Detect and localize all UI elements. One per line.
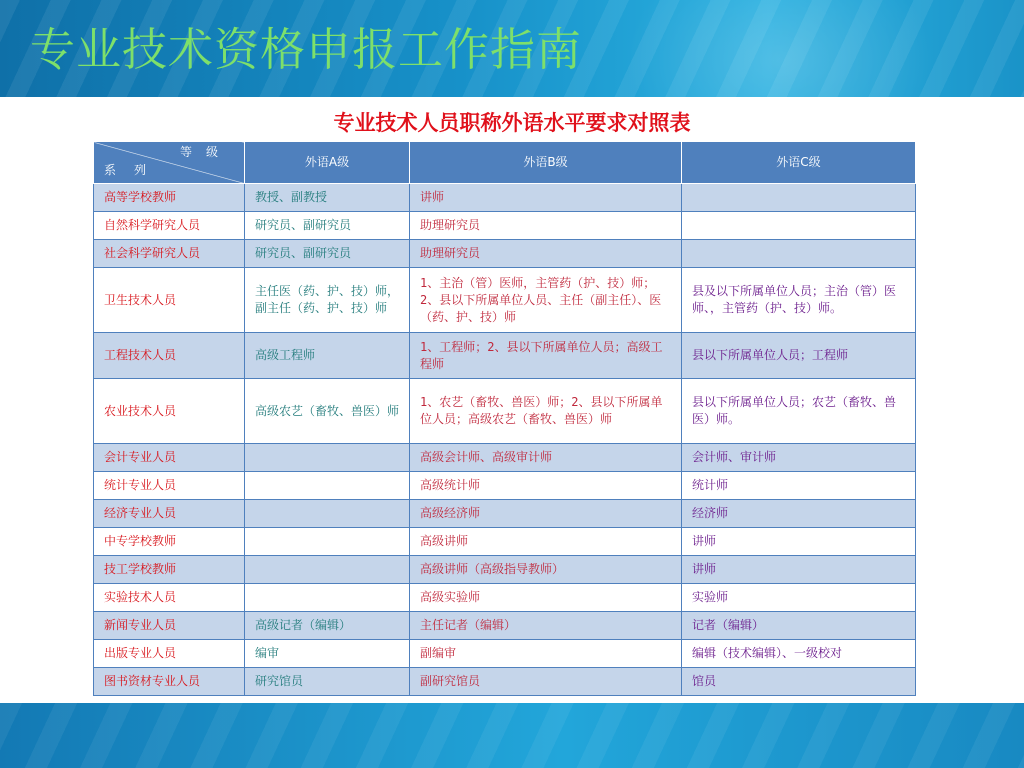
grade-b-cell: 1、主治（管）医师，主管药（护、技）师；2、县以下所属单位人员、主任（副主任）、医（药、护、技）师 bbox=[410, 268, 682, 333]
grade-a-cell: 高级农艺（畜牧、兽医）师 bbox=[245, 379, 410, 444]
grade-a-cell bbox=[245, 444, 410, 472]
grade-a-cell: 高级记者（编辑） bbox=[245, 612, 410, 640]
grade-b-cell: 高级统计师 bbox=[410, 472, 682, 500]
grade-c-cell: 讲师 bbox=[682, 528, 916, 556]
grade-c-cell: 县以下所属单位人员；农艺（畜牧、兽医）师。 bbox=[682, 379, 916, 444]
grade-a-cell: 研究馆员 bbox=[245, 668, 410, 696]
grade-a-cell bbox=[245, 584, 410, 612]
table-row bbox=[94, 333, 916, 379]
series-cell: 高等学校教师 bbox=[94, 184, 245, 212]
grade-b-cell: 助理研究员 bbox=[410, 212, 682, 240]
table-row bbox=[94, 268, 916, 333]
header-col-c: 外语C级 bbox=[682, 142, 916, 184]
series-cell: 会计专业人员 bbox=[94, 444, 245, 472]
requirements-table bbox=[93, 141, 916, 696]
grade-b-cell: 高级实验师 bbox=[410, 584, 682, 612]
table-row bbox=[94, 212, 916, 240]
table-row bbox=[94, 556, 916, 584]
grade-b-cell: 副研究馆员 bbox=[410, 668, 682, 696]
series-cell: 农业技术人员 bbox=[94, 379, 245, 444]
series-cell: 技工学校教师 bbox=[94, 556, 245, 584]
grade-c-cell: 统计师 bbox=[682, 472, 916, 500]
series-cell: 新闻专业人员 bbox=[94, 612, 245, 640]
grade-b-cell: 1、农艺（畜牧、兽医）师；2、县以下所属单位人员；高级农艺（畜牧、兽医）师 bbox=[410, 379, 682, 444]
grade-c-cell: 馆员 bbox=[682, 668, 916, 696]
series-cell: 中专学校教师 bbox=[94, 528, 245, 556]
grade-b-cell: 高级讲师（高级指导教师） bbox=[410, 556, 682, 584]
grade-a-cell: 教授、副教授 bbox=[245, 184, 410, 212]
header-diagonal-cell bbox=[94, 142, 245, 184]
grade-a-cell bbox=[245, 500, 410, 528]
grade-c-cell: 记者（编辑） bbox=[682, 612, 916, 640]
table-row bbox=[94, 240, 916, 268]
header-col-a: 外语A级 bbox=[245, 142, 410, 184]
series-cell: 自然科学研究人员 bbox=[94, 212, 245, 240]
grade-a-cell: 高级工程师 bbox=[245, 333, 410, 379]
header-banner bbox=[0, 0, 1024, 97]
grade-c-cell: 经济师 bbox=[682, 500, 916, 528]
series-cell: 实验技术人员 bbox=[94, 584, 245, 612]
table-row bbox=[94, 612, 916, 640]
grade-b-cell: 主任记者（编辑） bbox=[410, 612, 682, 640]
grade-b-cell: 高级经济师 bbox=[410, 500, 682, 528]
table-row bbox=[94, 584, 916, 612]
header-grade-label: 等级 bbox=[179, 145, 232, 159]
table-row bbox=[94, 444, 916, 472]
grade-c-cell: 实验师 bbox=[682, 584, 916, 612]
grade-a-cell: 研究员、副研究员 bbox=[245, 240, 410, 268]
grade-c-cell: 县以下所属单位人员；工程师 bbox=[682, 333, 916, 379]
grade-b-cell: 副编审 bbox=[410, 640, 682, 668]
grade-b-cell: 1、工程师；2、县以下所属单位人员；高级工程师 bbox=[410, 333, 682, 379]
grade-b-cell: 助理研究员 bbox=[410, 240, 682, 268]
grade-a-cell bbox=[245, 528, 410, 556]
series-cell: 经济专业人员 bbox=[94, 500, 245, 528]
table-row bbox=[94, 500, 916, 528]
table-header-row bbox=[94, 142, 916, 184]
series-cell: 统计专业人员 bbox=[94, 472, 245, 500]
series-cell: 工程技术人员 bbox=[94, 333, 245, 379]
header-series-label: 系列 bbox=[104, 163, 165, 177]
table-row bbox=[94, 472, 916, 500]
table-body bbox=[94, 184, 916, 696]
header-col-b: 外语B级 bbox=[410, 142, 682, 184]
grade-c-cell: 编辑（技术编辑）、一级校对 bbox=[682, 640, 916, 668]
grade-b-cell: 讲师 bbox=[410, 184, 682, 212]
grade-c-cell bbox=[682, 240, 916, 268]
grade-c-cell: 会计师、审计师 bbox=[682, 444, 916, 472]
series-cell: 图书资材专业人员 bbox=[94, 668, 245, 696]
grade-c-cell: 讲师 bbox=[682, 556, 916, 584]
grade-c-cell: 县及以下所属单位人员；主治（管）医师、，主管药（护、技）师。 bbox=[682, 268, 916, 333]
grade-a-cell bbox=[245, 556, 410, 584]
series-cell: 社会科学研究人员 bbox=[94, 240, 245, 268]
slide-title: 专业技术资格申报工作指南 bbox=[30, 23, 583, 76]
table-row bbox=[94, 528, 916, 556]
grade-a-cell: 主任医（药、护、技）师，副主任（药、护、技）师 bbox=[245, 268, 410, 333]
grade-a-cell bbox=[245, 472, 410, 500]
grade-c-cell bbox=[682, 184, 916, 212]
series-cell: 卫生技术人员 bbox=[94, 268, 245, 333]
series-cell: 出版专业人员 bbox=[94, 640, 245, 668]
table-row bbox=[94, 668, 916, 696]
grade-b-cell: 高级讲师 bbox=[410, 528, 682, 556]
grade-a-cell: 编审 bbox=[245, 640, 410, 668]
grade-c-cell bbox=[682, 212, 916, 240]
grade-b-cell: 高级会计师、高级审计师 bbox=[410, 444, 682, 472]
footer-banner bbox=[0, 703, 1024, 768]
table-row bbox=[94, 184, 916, 212]
table-row bbox=[94, 379, 916, 444]
grade-a-cell: 研究员、副研究员 bbox=[245, 212, 410, 240]
table-title: 专业技术人员职称外语水平要求对照表 bbox=[333, 111, 691, 135]
table-row bbox=[94, 640, 916, 668]
